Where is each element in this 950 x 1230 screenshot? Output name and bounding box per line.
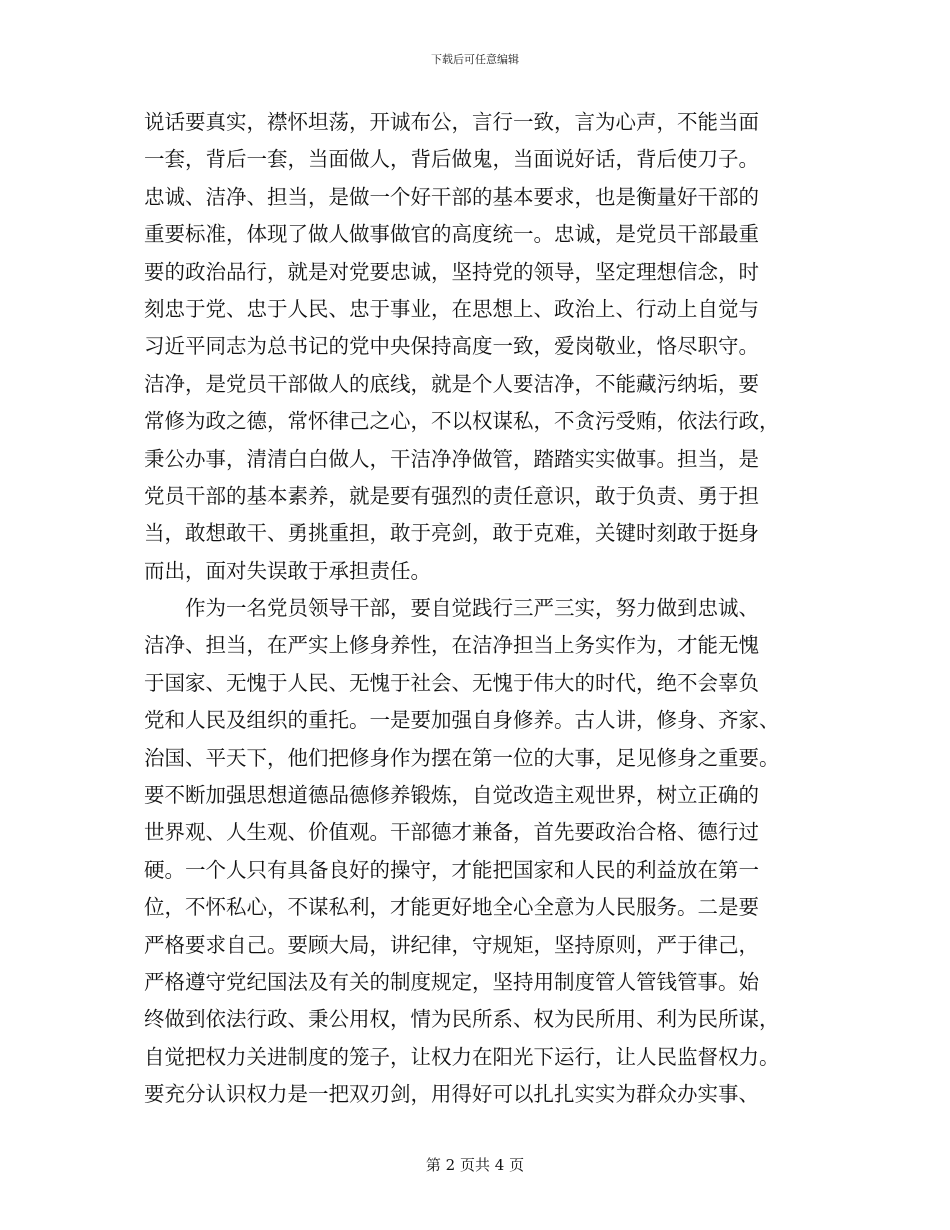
body-text-line: 洁净、担当，在严实上修身养性，在洁净担当上务实作为，才能无愧 <box>144 633 759 658</box>
body-text-line: 作为一名党员领导干部，要自觉践行三严三实，努力做到忠诚、 <box>185 596 759 621</box>
body-text-line: 世界观、人生观、价值观。干部德才兼备，首先要政治合格、德行过 <box>144 820 759 845</box>
body-text-line: 重要标准，体现了做人做事做官的高度统一。忠诚，是党员干部最重 <box>144 222 759 247</box>
body-text-line: 严格要求自己。要顾大局，讲纪律，守规矩，坚持原则，严于律己， <box>144 932 759 957</box>
page-header-note: 下载后可任意编辑 <box>431 53 519 66</box>
body-text-line: 秉公办事，清清白白做人，干洁净净做管，踏踏实实做事。担当，是 <box>144 446 759 471</box>
body-text-line: 刻忠于党、忠于人民、忠于事业，在思想上、政治上、行动上自觉与 <box>144 296 759 321</box>
body-text-line: 要不断加强思想道德品德修养锻炼，自觉改造主观世界，树立正确的 <box>144 783 759 808</box>
body-text-line: 忠诚、洁净、担当，是做一个好干部的基本要求，也是衡量好干部的 <box>144 184 759 209</box>
body-text-line: 党和人民及组织的重托。一是要加强自身修养。古人讲，修身、齐家、 <box>144 708 780 733</box>
document-body <box>144 104 808 1114</box>
body-text-line: 习近平同志为总书记的党中央保持高度一致，爱岗敬业，恪尽职守。 <box>144 334 759 359</box>
body-text-line: 硬。一个人只有具备良好的操守，才能把国家和人民的利益放在第一 <box>144 857 759 882</box>
body-text-line: 党员干部的基本素养，就是要有强烈的责任意识，敢于负责、勇于担 <box>144 483 759 508</box>
body-text-line: 说话要真实，襟怀坦荡，开诚布公，言行一致，言为心声，不能当面 <box>144 110 759 134</box>
body-text-line: 一套，背后一套，当面做人，背后做鬼，当面说好话，背后使刀子。 <box>144 147 759 172</box>
page-footer-number: 第 2 页共 4 页 <box>425 1156 525 1174</box>
body-text-line: 严格遵守党纪国法及有关的制度规定，坚持用制度管人管钱管事。始 <box>144 969 759 994</box>
body-text-line: 终做到依法行政、秉公用权，情为民所系、权为民所用、利为民所谋， <box>144 1007 780 1032</box>
body-text-line: 位，不怀私心，不谋私利，才能更好地全心全意为人民服务。二是要 <box>144 895 759 920</box>
body-text-line: 要的政治品行，就是对党要忠诚，坚持党的领导，坚定理想信念，时 <box>144 259 759 284</box>
body-text-line: 常修为政之德，常怀律己之心，不以权谋私，不贪污受贿，依法行政， <box>144 409 780 434</box>
body-text-line: 自觉把权力关进制度的笼子，让权力在阳光下运行，让人民监督权力。 <box>144 1044 780 1069</box>
body-text-line: 洁净，是党员干部做人的底线，就是个人要洁净，不能藏污纳垢，要 <box>144 371 759 396</box>
body-text-line: 治国、平天下，他们把修身作为摆在第一位的大事，足见修身之重要。 <box>144 745 780 770</box>
body-text-line: 于国家、无愧于人民、无愧于社会、无愧于伟大的时代，绝不会辜负 <box>144 670 759 695</box>
body-text-line: 而出，面对失误敢于承担责任。 <box>144 558 431 583</box>
body-text-line: 当，敢想敢干、勇挑重担，敢于亮剑，敢于克难，关键时刻敢于挺身 <box>144 521 759 546</box>
body-text-line: 要充分认识权力是一把双刃剑，用得好可以扎扎实实为群众办实事、 <box>144 1082 759 1107</box>
